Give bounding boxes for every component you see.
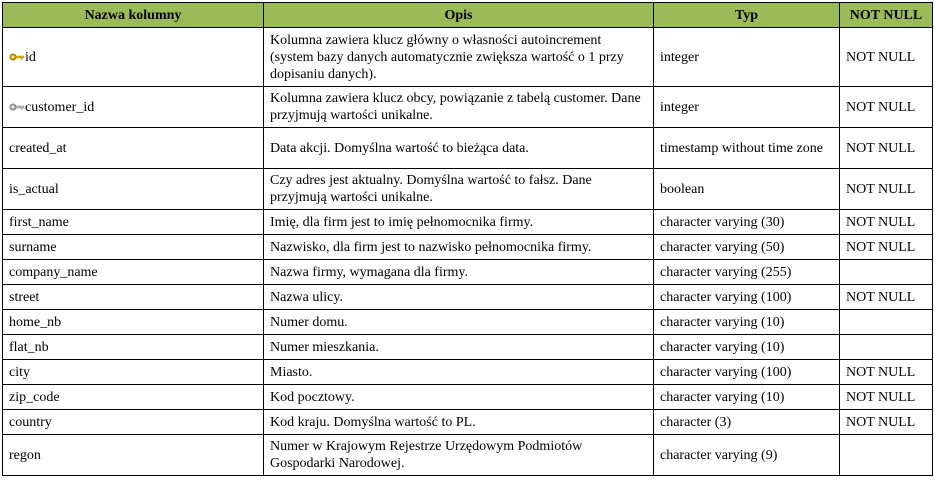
not-null-cell bbox=[840, 335, 933, 360]
not-null-cell: NOT NULL bbox=[840, 285, 933, 310]
column-name-cell: flat_nb bbox=[3, 335, 264, 360]
not-null-cell: NOT NULL bbox=[840, 87, 933, 128]
table-row bbox=[3, 28, 933, 87]
type-cell: character varying (100) bbox=[654, 360, 840, 385]
column-name-cell bbox=[3, 28, 264, 87]
description-cell: Data akcji. Domyślna wartość to bieżąca data. bbox=[264, 128, 654, 169]
not-null-cell: NOT NULL bbox=[840, 210, 933, 235]
not-null-cell bbox=[840, 435, 933, 476]
description-cell: Nazwisko, dla firm jest to nazwisko pełnomocnika firmy. bbox=[264, 235, 654, 260]
type-cell: character varying (30) bbox=[654, 210, 840, 235]
column-name-cell: city bbox=[3, 360, 264, 385]
not-null-cell: NOT NULL bbox=[840, 385, 933, 410]
type-cell: integer bbox=[654, 87, 840, 128]
header-type: Typ bbox=[654, 3, 840, 28]
table-row bbox=[3, 435, 933, 476]
header-not-null: NOT NULL bbox=[840, 3, 933, 28]
type-cell: character varying (255) bbox=[654, 260, 840, 285]
description-cell: Numer mieszkania. bbox=[264, 335, 654, 360]
not-null-cell: NOT NULL bbox=[840, 235, 933, 260]
description-cell: Kod pocztowy. bbox=[264, 385, 654, 410]
description-cell: Nazwa firmy, wymagana dla firmy. bbox=[264, 260, 654, 285]
not-null-cell bbox=[840, 260, 933, 285]
column-name-cell: regon bbox=[3, 435, 264, 476]
type-cell: character varying (10) bbox=[654, 335, 840, 360]
type-cell: character varying (10) bbox=[654, 385, 840, 410]
description-cell: Miasto. bbox=[264, 360, 654, 385]
foreign-key-icon bbox=[9, 102, 24, 112]
column-name-cell: home_nb bbox=[3, 310, 264, 335]
header-description: Opis bbox=[264, 3, 654, 28]
header-column-name: Nazwa kolumny bbox=[3, 3, 264, 28]
table-row bbox=[3, 385, 933, 410]
not-null-cell: NOT NULL bbox=[840, 128, 933, 169]
type-cell: character varying (50) bbox=[654, 235, 840, 260]
table-row bbox=[3, 87, 933, 128]
column-name: customer_id bbox=[25, 99, 95, 115]
description-cell: Kod kraju. Domyślna wartość to PL. bbox=[264, 410, 654, 435]
not-null-cell: NOT NULL bbox=[840, 169, 933, 210]
column-name-cell: country bbox=[3, 410, 264, 435]
table-row bbox=[3, 210, 933, 235]
column-name-cell: company_name bbox=[3, 260, 264, 285]
table-row bbox=[3, 335, 933, 360]
primary-key-icon bbox=[9, 52, 24, 62]
column-name-cell: is_actual bbox=[3, 169, 264, 210]
table-row bbox=[3, 285, 933, 310]
description-cell: Kolumna zawiera klucz obcy, powiązanie z tabelą customer. Dane przyjmują wartości unikalne. bbox=[264, 87, 654, 128]
type-cell: character varying (10) bbox=[654, 310, 840, 335]
column-definitions-table bbox=[2, 2, 933, 476]
column-name-cell: first_name bbox=[3, 210, 264, 235]
not-null-cell: NOT NULL bbox=[840, 28, 933, 87]
not-null-cell bbox=[840, 310, 933, 335]
type-cell: character varying (100) bbox=[654, 285, 840, 310]
type-cell: character varying (9) bbox=[654, 435, 840, 476]
description-cell: Imię, dla firm jest to imię pełnomocnika firmy. bbox=[264, 210, 654, 235]
table-row bbox=[3, 310, 933, 335]
column-name-cell: zip_code bbox=[3, 385, 264, 410]
description-cell: Czy adres jest aktualny. Domyślna wartość to fałsz. Dane przyjmują wartości unikalne. bbox=[264, 169, 654, 210]
column-name-cell bbox=[3, 87, 264, 128]
column-name-cell: surname bbox=[3, 235, 264, 260]
table-row bbox=[3, 235, 933, 260]
description-cell: Numer domu. bbox=[264, 310, 654, 335]
table-row bbox=[3, 128, 933, 169]
description-cell: Numer w Krajowym Rejestrze Urzędowym Podmiotów Gospodarki Narodowej. bbox=[264, 435, 654, 476]
type-cell: timestamp without time zone bbox=[654, 128, 840, 169]
table-row bbox=[3, 360, 933, 385]
table-row bbox=[3, 260, 933, 285]
description-cell: Kolumna zawiera klucz główny o własności autoincrement (system bazy danych automatycznie zwiększa wartość o 1 przy dopisaniu danych). bbox=[264, 28, 654, 87]
not-null-cell: NOT NULL bbox=[840, 410, 933, 435]
type-cell: integer bbox=[654, 28, 840, 87]
column-name-cell: street bbox=[3, 285, 264, 310]
table-row bbox=[3, 410, 933, 435]
column-name-cell: created_at bbox=[3, 128, 264, 169]
description-cell: Nazwa ulicy. bbox=[264, 285, 654, 310]
table-header-row bbox=[3, 3, 933, 28]
table-row bbox=[3, 169, 933, 210]
not-null-cell: NOT NULL bbox=[840, 360, 933, 385]
column-name: id bbox=[25, 49, 36, 65]
type-cell: boolean bbox=[654, 169, 840, 210]
type-cell: character (3) bbox=[654, 410, 840, 435]
